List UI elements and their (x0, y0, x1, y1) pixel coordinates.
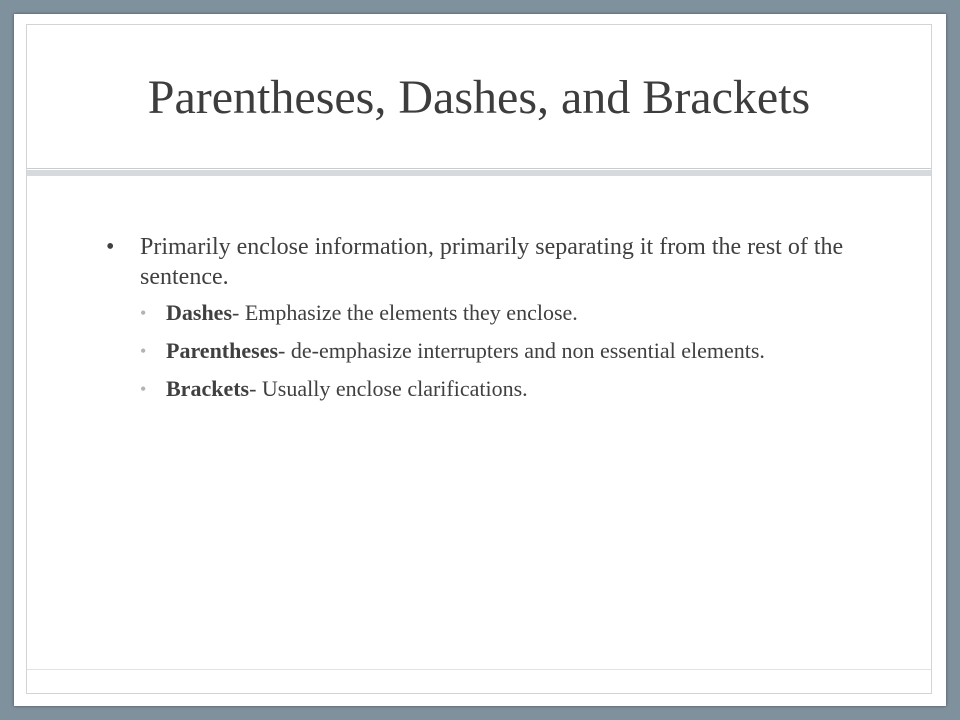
sub-bullet-item (106, 338, 866, 364)
title-divider (27, 170, 931, 176)
footer-divider (27, 669, 931, 670)
slide (14, 14, 946, 706)
sub-bullet-item (106, 376, 866, 402)
bullet-dot-icon: • (106, 234, 115, 260)
title-divider-line (27, 168, 931, 169)
sub-bullet-dot-icon: • (140, 341, 147, 361)
sub-bullet-dot-icon: • (140, 303, 147, 323)
sub-bullet-dot-icon: • (140, 379, 147, 399)
sub-bullet-term: Parentheses (166, 338, 279, 363)
sub-bullet-term: Dashes (166, 300, 233, 325)
slide-content (106, 232, 866, 414)
sub-bullet-item (106, 300, 866, 326)
slide-title: Parentheses, Dashes, and Brackets (147, 71, 811, 124)
sub-bullet-description: - Usually enclose clarifications. (249, 376, 528, 401)
sub-bullet-list (106, 300, 866, 402)
sub-bullet-description: - de-emphasize interrupters and non essential elements. (278, 338, 765, 363)
sub-bullet-term: Brackets (166, 376, 250, 401)
title-area (27, 25, 931, 171)
bullet-item (106, 232, 866, 292)
bullet-text: Primarily enclose information, primarily separating it from the rest of the sentence. (140, 234, 844, 290)
sub-bullet-description: - Emphasize the elements they enclose. (232, 300, 578, 325)
